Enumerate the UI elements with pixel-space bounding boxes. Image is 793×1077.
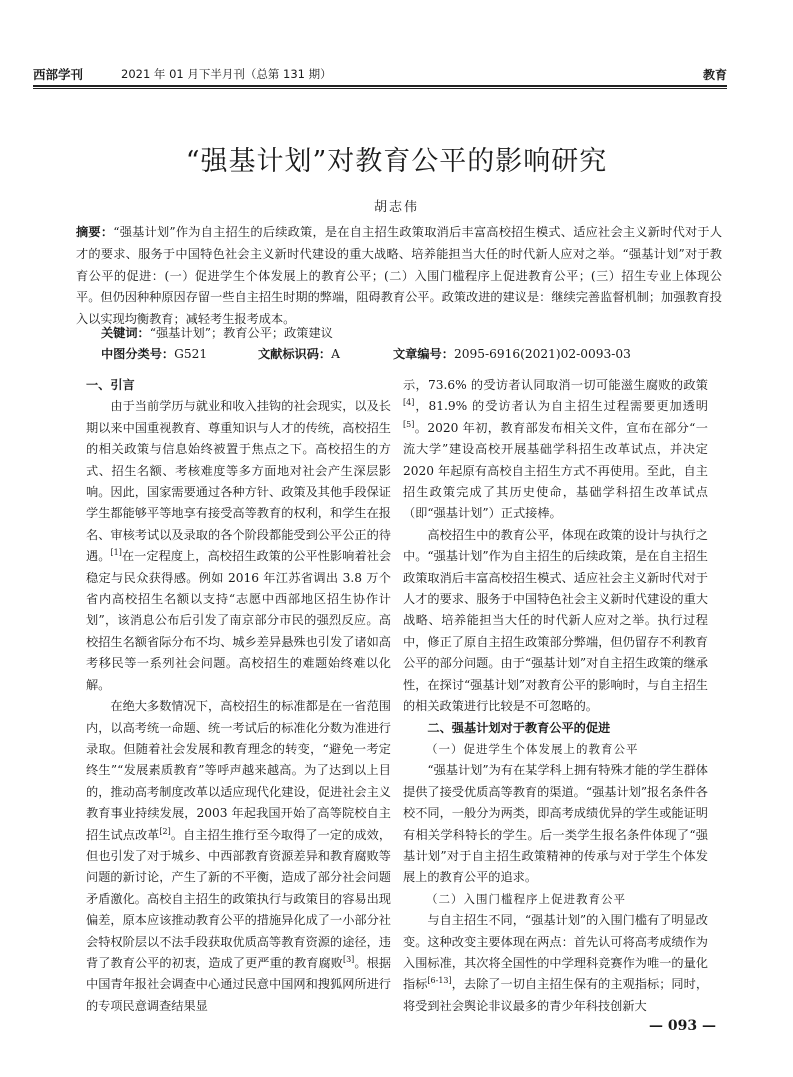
citation: [1] — [110, 548, 122, 558]
clc-number — [101, 345, 207, 362]
keywords-text: “强基计划”；教育公平；政策建议 — [149, 326, 333, 340]
keywords — [101, 324, 333, 341]
text-run: ，去除了一切自主招生保有的主观指标；同时，将受到社会舆论非议最多的青少年科技创新大 — [403, 977, 709, 1013]
text-run: 。自主招生推行至今取得了一定的成效，但也引发了对于城乡、中西部教育资源差异和教育腐败等问题的新讨论，产生了新的不平衡，造成了部分社会问题矛盾激化。高校自主招生的政策执行与政策目的容易出现偏差，原本应该推动教育公平的措施异化成了一小部分社会特权阶层以不法手段获取优质高等教育资源的途径，违背了教育公平的初衷，造成了更严重的教育腐败 — [86, 827, 392, 970]
abstract — [76, 222, 722, 331]
text-run: 示，73.6% 的受访者认同取消一切可能滋生腐败的政策 — [403, 378, 708, 392]
author-name: 胡志伟 — [373, 200, 419, 215]
clc-label: 中图分类号： — [101, 347, 175, 361]
running-header — [33, 63, 727, 85]
header-rule-thin — [33, 88, 727, 89]
text-run: 由于当前学历与就业和收入挂钩的社会现实，以及长期以来中国重视教育、尊重知识与人才的传统，高校招生的相关政策与信息始终被置于焦点之下。高校招生的方式、招生名额、考核难度等多方面地对社会产生深层影响。因此，国家需要通过各种方针、政策及其他手段保证学生都能够平等地享有接受高等教育的权利，和学生在报名、审核考试以及录取的各个阶段都能受到公平公正的待遇。 — [86, 399, 391, 564]
doc-label: 文献标识码： — [258, 347, 332, 361]
paragraph: “强基计划”为有在某学科上拥有特殊才能的学生群体提供了接受优质高等教育的渠道。“强基计划”报名条件各校不同，一般分为两类，即高考成绩优异的学生或能证明有相关学科特长的学生。后一类学生报名条件体现了“强基计划”对于自主招生政策精神的传承与对于学生个体发展上的教育公平的追求。 — [403, 763, 708, 885]
text-run: 在一定程度上，高校招生政策的公平性影响着社会稳定与民众获得感。例如 2016 年江苏省调出 3.8 万个省内高校招生名额以支持“志愿中西部地区招生协作计划”，该消息公布后引发了南京部分市民的强烈反应。高校招生名额省际分布不均、城乡差异悬殊也引发了诸如高考移民等一系列社会问题。高校招生的难题始终难以化解。 — [86, 549, 392, 692]
issue-info: 2021 年 01 月下半月刊（总第 131 期） — [121, 67, 332, 81]
subsection-heading: （二）入围门槛程序上促进教育公平 — [426, 891, 626, 906]
paragraph — [86, 396, 391, 696]
section-heading-intro: 一、引言 — [86, 378, 135, 392]
text-run: 与自主招生不同，“强基计划”的入围门槛有了明显改变。这种改变主要体现在两点：首先认可将高考成绩作为入围标准，其次将全国性的中学理科竞赛作为唯一的量化指标 — [403, 913, 708, 992]
citation: [3] — [342, 954, 355, 964]
doc-code — [258, 345, 340, 362]
citation: [2] — [159, 826, 171, 836]
left-column — [86, 375, 391, 1017]
paragraph — [403, 375, 708, 525]
article-number — [393, 345, 631, 362]
article-title: “强基计划”对教育公平的影响研究 — [185, 146, 608, 177]
article-label: 文章编号： — [393, 347, 454, 361]
abstract-text: “强基计划”作为自主招生的后续政策，是在自主招生政策取消后丰富高校招生模式、适应社会主义新时代对于人才的要求、服务于中国特色社会主义新时代建设的重大战略、培养能担当大任的时代新人应对之举。“强基计划”对于教育公平的促进：(一）促进学生个体发展上的教育公平；(二）入围门槛程序上促进教育公平；(三）招生专业上体现公平。但仍因种种原因存留一些自主招生时期的弊端，阻碍教育公平。政策改进的建议是：继续完善监督机制；加强教育投入以实现均衡教育；减轻考生报考成本。 — [76, 225, 723, 327]
page-number: — 093 — — [649, 1018, 716, 1034]
paragraph — [86, 696, 391, 1017]
clc-value: G521 — [174, 347, 208, 361]
right-column — [403, 375, 708, 1017]
text-run: 在绝大多数情况下，高校招生的标准都是在一省范围内，以高考统一命题、统一考试后的标准化分数为准进行录取。但随着社会发展和教育理念的转变，“避免一考定终生”“发展素质教育”等呼声越来越高。为了达到以上目的，推动高考制度改革以适应现代化建设，促进社会主义教育事业持续发展，2003 年起我国开始了高等院校自主招生试点改革 — [86, 699, 391, 842]
journal-name: 西部学刊 — [33, 67, 84, 82]
section-heading-promotion: 二、强基计划对于教育公平的促进 — [427, 720, 611, 735]
doc-value: A — [331, 347, 340, 361]
subsection-heading: （一）促进学生个体发展上的教育公平 — [426, 741, 639, 756]
citation: [6-13] — [427, 976, 452, 986]
text-run: 。根据中国青年报社会调查中心通过民意中国网和搜狐网所进行的专项民意调查结果显 — [86, 955, 392, 1013]
paragraph: 高校招生中的教育公平，体现在政策的设计与执行之中。“强基计划”作为自主招生的后续政策，是在自主招生政策取消后丰富高校招生模式、适应社会主义新时代对于人才的要求、服务于中国特色社会主义新时代建设的重大战略、培养能担当大任的时代新人应对之举。执行过程中，修正了原自主招生政策部分弊端，但仍留存不利教育公平的部分问题。由于“强基计划”对自主招生政策的继承性，在探讨“强基计划”对教育公平的影响时，与自主招生的相关政策进行比较是不可忽略的。 — [403, 527, 708, 714]
article-value: 2095-6916(2021)02-0093-03 — [453, 347, 631, 361]
text-run: ，81.9% 的受访者认为自主招生过程需要更加透明 — [414, 399, 708, 414]
paragraph — [403, 910, 708, 1017]
classification-line — [101, 345, 722, 365]
header-rule — [33, 85, 727, 87]
abstract-label: 摘要： — [76, 225, 114, 239]
citation: [4] — [403, 398, 415, 408]
text-run: 。2020 年初，教育部发布相关文件，宣布在部分“一流大学”建设高校开展基础学科招生改革试点，并决定 2020 年起原有高校自主招生方式不再使用。至此，自主招生政策完成了其历史使命，基础学科招生改革试点（即“强基计划”）正式接棒。 — [403, 420, 708, 521]
keywords-label: 关键词： — [101, 326, 150, 340]
section-label: 教育 — [702, 68, 727, 82]
citation: [5] — [403, 419, 415, 429]
